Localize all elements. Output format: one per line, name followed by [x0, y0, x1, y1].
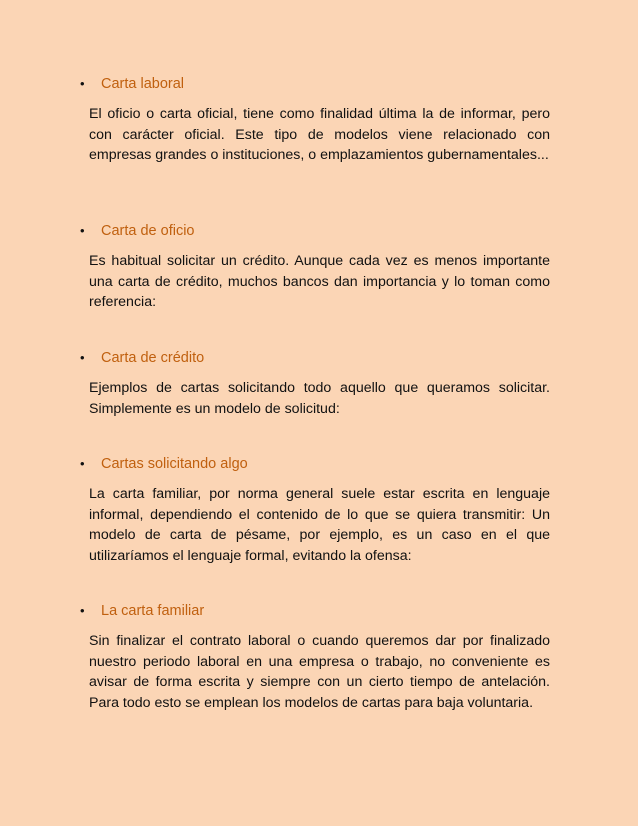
section-heading: Cartas solicitando algo: [101, 456, 248, 472]
bullet-icon: •: [80, 223, 85, 238]
section-carta-de-oficio: [76, 221, 550, 313]
section-carta-laboral: [76, 74, 550, 166]
bullet-icon: •: [80, 76, 85, 91]
bullet-icon: •: [80, 456, 85, 471]
section-body: La carta familiar, por norma general suele estar escrita en lenguaje informal, dependiendo el contenido de lo que se quiera transmitir: Un modelo de carta de pésame, por ejemplo, es un caso en el que utilizaríamos el lenguaje formal, evitando la ofensa:: [89, 486, 550, 564]
section-body: Es habitual solicitar un crédito. Aunque cada vez es menos importante una carta de crédito, muchos bancos dan importancia y lo toman como referencia:: [89, 253, 550, 310]
section-body: Ejemplos de cartas solicitando todo aquello que queramos solicitar. Simplemente es un modelo de solicitud:: [89, 380, 550, 417]
section-body: El oficio o carta oficial, tiene como finalidad última la de informar, pero con carácter oficial. Este tipo de modelos viene relacionado con empresas grandes o instituciones, o emplazamientos gubernamentales...: [89, 106, 550, 163]
bullet-icon: •: [80, 603, 85, 618]
section-la-carta-familiar: [76, 601, 550, 713]
section-body: Sin finalizar el contrato laboral o cuando queremos dar por finalizado nuestro periodo laboral en una empresa o trabajo, no conveniente es avisar de forma escrita y siempre con un cierto tiempo de antelación. Para todo esto se emplean los modelos de cartas para baja voluntaria.: [89, 633, 550, 711]
section-heading: Carta de oficio: [101, 223, 195, 239]
section-cartas-solicitando-algo: [76, 454, 550, 566]
section-carta-de-credito: [76, 348, 550, 419]
section-heading: Carta de crédito: [101, 350, 205, 366]
section-heading: Carta laboral: [101, 76, 185, 92]
section-heading: La carta familiar: [101, 603, 205, 619]
bullet-icon: •: [80, 350, 85, 365]
